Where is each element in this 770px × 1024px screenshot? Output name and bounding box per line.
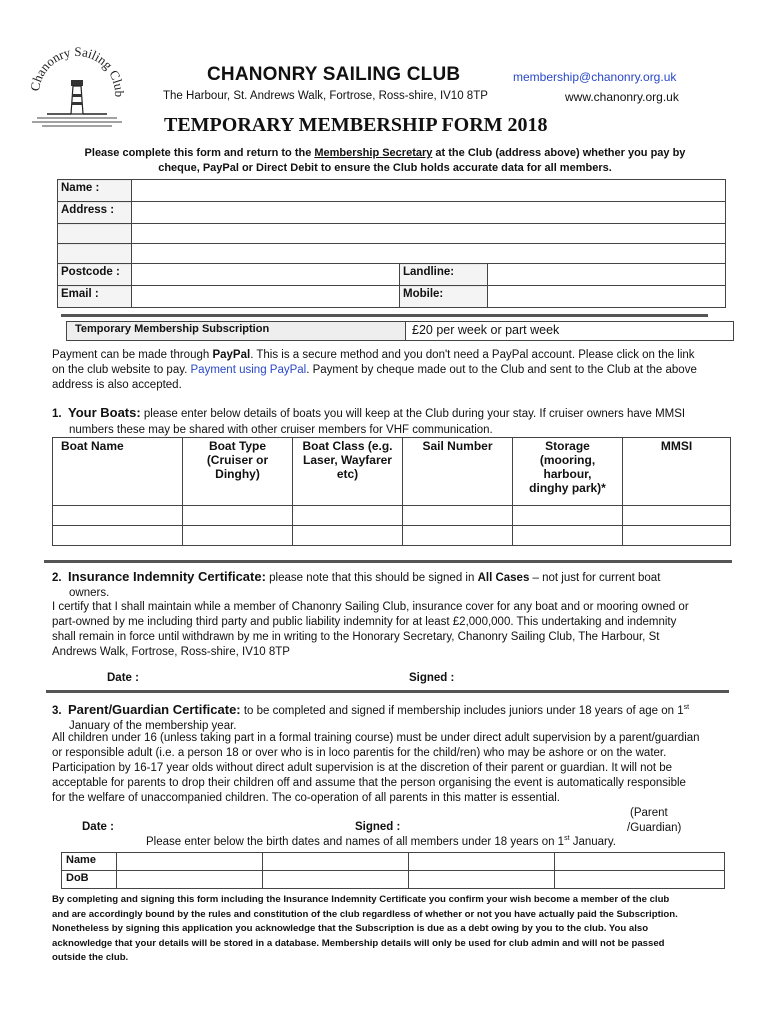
- col-boat-class: Boat Class (e.g. Laser, Wayfarer etc): [293, 438, 403, 506]
- junior-dob-table: [61, 852, 725, 889]
- table-row: [53, 526, 731, 546]
- address-label: Address :: [58, 202, 132, 224]
- junior-name-label: Name: [62, 853, 117, 871]
- col-sail-number: Sail Number: [403, 438, 513, 506]
- club-email-link[interactable]: membership@chanonry.org.uk: [513, 70, 677, 84]
- guardian-text: All children under 16 (unless taking part in a formal training course) must be under direct adult supervision by a parent/guardian or responsible adult (i.e. a person 18 or over who is in loco parentis for the child/ren) who may be ashore or on the water. Participation by 16-17 year olds without direct adult supervision is at the discretion of their parent or guardian. It will not be acceptable for parents to drop their children off and assume that the person organising the event is automatically responsible for the welfare of unaccompanied children. The co-operation of all parents in this matter is essential.: [52, 732, 700, 804]
- landline-field[interactable]: [488, 264, 726, 286]
- name-field[interactable]: [132, 180, 726, 202]
- subscription-value: £20 per week or part week: [406, 322, 734, 341]
- svg-text:Chanonry Sailing Club: Chanonry Sailing Club: [27, 43, 127, 98]
- table-row: [53, 506, 731, 526]
- guardian-section: 3. Parent/Guardian Certificate: to be completed and signed if membership includes juniors under 18 years of age on 1st January of the membership year.: [52, 701, 690, 732]
- mobile-field[interactable]: [488, 286, 726, 308]
- boats-section-heading: 1. Your Boats: please enter below details of boats you will keep at the Club during your stay. If cruiser owners have MMSI numbers these may be shared with other cruiser members for VHF communication.: [52, 405, 686, 436]
- col-boat-name: Boat Name: [53, 438, 183, 506]
- col-storage: Storage (mooring, harbour, dinghy park)*: [513, 438, 623, 506]
- divider: [46, 690, 729, 693]
- email-field[interactable]: [132, 286, 400, 308]
- col-boat-type: Boat Type (Cruiser or Dinghy): [183, 438, 293, 506]
- address-field-2[interactable]: [132, 224, 726, 244]
- club-address: The Harbour, St. Andrews Walk, Fortrose, Ross-shire, IV10 8TP: [163, 90, 488, 102]
- subscription-table: [66, 321, 734, 341]
- landline-label: Landline:: [400, 264, 488, 286]
- insurance-section: 2. Insurance Indemnity Certificate: please note that this should be signed in All Cases – not just for current boat owners.: [52, 569, 661, 599]
- parent-guardian-label: (Parent /Guardian): [627, 807, 682, 834]
- divider: [44, 560, 732, 563]
- guardian-date-label: Date :: [82, 821, 114, 833]
- name-label: Name :: [58, 180, 132, 202]
- boats-table: [52, 437, 731, 546]
- insurance-signed-label: Signed :: [409, 672, 455, 684]
- email-label: Email :: [58, 286, 132, 308]
- insurance-text: I certify that I shall maintain while a member of Chanonry Sailing Club, insurance cover for any boat and or mooring owned or part-owned by me including third party and public liability indemnity for at least £2,000,000. This undertaking and indemnity shall remain in force until withdrawn by me in writing to the Honorary Secretary, Chanonry Sailing Club, The Harbour, St Andrews Walk, Fortrose, Ross-shire, IV10 8TP: [52, 601, 689, 658]
- membership-secretary-link[interactable]: Membership Secretary: [314, 147, 433, 159]
- postcode-field[interactable]: [132, 264, 400, 286]
- guardian-signed-label: Signed :: [355, 821, 401, 833]
- address-field-1[interactable]: [132, 202, 726, 224]
- club-name: CHANONRY SAILING CLUB: [207, 64, 461, 85]
- mobile-label: Mobile:: [400, 286, 488, 308]
- boats-table-header: [53, 438, 731, 506]
- personal-details-table: [57, 179, 726, 308]
- address-field-3[interactable]: [132, 244, 726, 264]
- insurance-date-label: Date :: [107, 672, 139, 684]
- form-intro: Please complete this form and return to the Membership Secretary at the Club (address above) whether you pay by cheque, PayPal or Direct Debit to ensure the Club holds accurate data for all members.: [84, 147, 686, 174]
- dob-instructions: Please enter below the birth dates and names of all members under 18 years on 1st January.: [146, 835, 616, 848]
- club-website-link[interactable]: www.chanonry.org.uk: [565, 90, 679, 104]
- postcode-label: Postcode :: [58, 264, 132, 286]
- form-title: TEMPORARY MEMBERSHIP FORM 2018: [164, 114, 548, 136]
- payment-text: Payment can be made through PayPal. This is a secure method and you don't need a PayPal account. Please click on the link on the club website to pay. Payment using PayPal. Payment by cheque made out to the Club and sent to the Club at the above address is also accepted.: [52, 349, 697, 391]
- divider: [61, 314, 708, 317]
- subscription-label: Temporary Membership Subscription: [67, 322, 406, 341]
- junior-dob-label: DoB: [62, 871, 117, 889]
- col-mmsi: MMSI: [623, 438, 731, 506]
- paypal-payment-link[interactable]: Payment using PayPal: [190, 364, 307, 376]
- footer-declaration: By completing and signing this form including the Insurance Indemnity Certificate you confirm your wish become a member of the club and are accordingly bound by the rules and constitution of the club regardless of whether or not you have actually paid the Subscription. Nonetheless by signing this application you acknowledge that the Subscription is due as a debt owing by you to the club. You also acknowledge that your details will be stored in a database. Membership details will only be used for club admin and will not be passed outside the club.: [52, 894, 678, 964]
- club-logo: [27, 42, 127, 137]
